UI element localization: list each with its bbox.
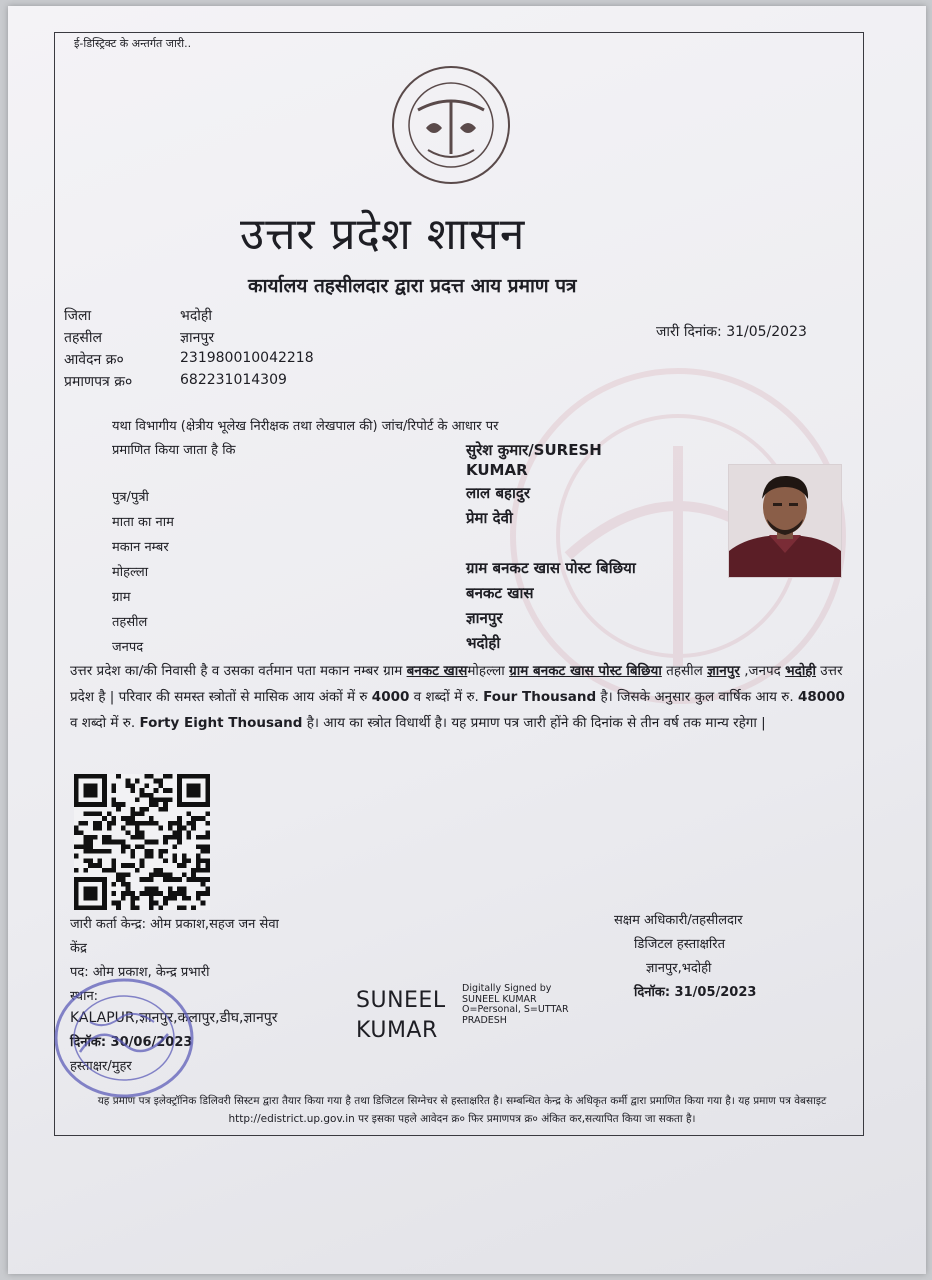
issuer-place-label: स्थान: <box>70 989 99 1004</box>
para-village: बनकट खास <box>406 663 468 679</box>
footer-note: यह प्रमाण पत्र इलेक्ट्रॉनिक डिलिवरी सिस्टम द्वारा तैयार किया गया है तथा डिजिटल सिग्नेचर से हस्ताक्षरित है। सम्बन्धित केन्द्र के अधिकृत कर्मी द्वारा प्रमाणित किया गया है। यह प्रमाण पत्र वेबसाइट http://edistrict.up.gov.in पर इसका पहले आवेदन क्र० फिर प्रमाणपत्र क्र० अंकित कर,सत्यापित किया जा सकता है। <box>97 1095 827 1125</box>
tehsil-value: ज्ञानपुर <box>180 330 215 346</box>
house-no-label: मकान नम्बर <box>112 540 169 555</box>
mother-value: प्रेमा देवी <box>466 509 513 527</box>
para-annual-words: Forty Eight Thousand <box>139 715 303 731</box>
digital-signature-meta <box>462 984 569 1026</box>
seal-stamp <box>50 972 198 1104</box>
district-label: जिला <box>64 308 92 324</box>
para-annual-amount: 48000 <box>797 689 845 705</box>
mohalla-value: ग्राम बनकट खास पोस्ट बिछिया <box>466 559 636 577</box>
signature-meta-2: SUNEEL KUMAR <box>462 993 537 1005</box>
officer-line3: ज्ञानपुर,भदोही <box>646 961 712 976</box>
para-text-5: उत्तर प्रदेश है | परिवार की समस्त स्त्रोतों से मासिक आय अंकों में रु <box>70 663 843 705</box>
issued-under-note: ई-डिस्ट्रिक्ट के अन्तर्गत जारी.. <box>74 37 192 50</box>
para-text-4: ,जनपद <box>739 663 786 679</box>
para-text-6: व शब्दों में रु. <box>409 689 484 705</box>
signature-name-line2: KUMAR <box>356 1018 438 1043</box>
certificate-subtitle: कार्यालय तहसीलदार द्वारा प्रदत्त आय प्रमाण पत्र <box>248 275 577 297</box>
issuer-signature-label: हस्ताक्षर/मुहर <box>70 1059 132 1074</box>
para-text-8: व शब्दो में रु. <box>70 715 140 731</box>
village-value: बनकट खास <box>466 584 534 602</box>
application-no-value: 231980010042218 <box>180 350 314 366</box>
officer-line2: डिजिटल हस्ताक्षरित <box>634 937 725 952</box>
father-label: पुत्र/पुत्री <box>112 490 149 505</box>
certificate-no-value: 682231014309 <box>180 372 287 388</box>
income-statement-paragraph <box>70 658 850 736</box>
para-text-3: तहसील <box>661 663 708 679</box>
para-monthly-amount: 4000 <box>371 689 410 705</box>
certificate-sheet <box>8 6 926 1274</box>
officer-line1: सक्षम अधिकारी/तहसीलदार <box>614 913 743 928</box>
officer-date: दिनॉक: 31/05/2023 <box>634 985 757 1000</box>
father-value: लाल बहादुर <box>466 484 530 502</box>
issue-date: जारी दिनांक: 31/05/2023 <box>656 324 807 340</box>
signature-name-line1: SUNEEL <box>356 988 446 1013</box>
up-govt-emblem-icon <box>388 62 514 188</box>
photo-avatar <box>728 464 842 578</box>
para-monthly-words: Four Thousand <box>483 689 597 705</box>
digital-signature-name <box>356 986 446 1046</box>
issuer-center-line2: केंद्र <box>70 941 87 956</box>
intro-text: यथा विभागीय (क्षेत्रीय भूलेख निरीक्षक तथा लेखपाल की) जांच/रिपोर्ट के आधार पर <box>112 419 499 434</box>
para-text-1: उत्तर प्रदेश का/की निवासी है व उसका वर्तमान पता मकान नम्बर ग्राम <box>70 663 407 679</box>
para-text-2: मोहल्ला <box>467 663 510 679</box>
certificate-no-label: प्रमाणपत्र क्र० <box>64 374 133 390</box>
janpad-value: भदोही <box>466 634 501 652</box>
para-tehsil: ज्ञानपुर <box>707 663 740 679</box>
holder-name-line1: सुरेश कुमार/SURESH <box>466 441 602 459</box>
application-no-label: आवेदन क्र० <box>64 352 124 368</box>
qr-code-icon <box>74 774 210 910</box>
govt-title: उत्तर प्रदेश शासन <box>240 209 526 260</box>
mother-label: माता का नाम <box>112 515 174 530</box>
signature-meta-4: PRADESH <box>462 1014 507 1026</box>
mohalla-label: मोहल्ला <box>112 565 149 580</box>
janpad-label: जनपद <box>112 640 144 655</box>
issuer-place-value: KALAPUR,ज्ञानपुर,कलापुर,डीघ,ज्ञानपुर <box>70 1010 278 1026</box>
tehsil-field-label: तहसील <box>112 615 148 630</box>
holder-name-line2: KUMAR <box>466 461 528 479</box>
signature-meta-3: O=Personal, S=UTTAR <box>462 1004 569 1015</box>
district-value: भदोही <box>180 308 212 324</box>
issuer-post: पद: ओम प्रकाश, केन्द्र प्रभारी <box>70 965 210 980</box>
para-text-9: है। आय का स्त्रोत विधार्थी है। यह प्रमाण पत्र जारी होंने की दिनांक से तीन वर्ष तक मान्य रहेगा | <box>302 715 766 731</box>
para-text-7: है। जिसके अनुसार कुल वार्षिक आय रु. <box>596 689 798 705</box>
para-district: भदोही <box>785 663 816 679</box>
para-mohalla: ग्राम बनकट खास पोस्ट बिछिया <box>509 663 662 679</box>
signature-meta-1: Digitally Signed by <box>462 983 552 994</box>
issuer-center-line1: जारी कर्ता केन्द्र: ओम प्रकाश,सहज जन सेवा <box>70 917 279 932</box>
issuer-date: दिनॉक: 30/06/2023 <box>70 1035 193 1050</box>
certify-text: प्रमाणित किया जाता है कि <box>112 443 236 458</box>
tehsil-field-value: ज्ञानपुर <box>466 609 503 627</box>
tehsil-label: तहसील <box>64 330 102 346</box>
village-label: ग्राम <box>112 590 131 605</box>
